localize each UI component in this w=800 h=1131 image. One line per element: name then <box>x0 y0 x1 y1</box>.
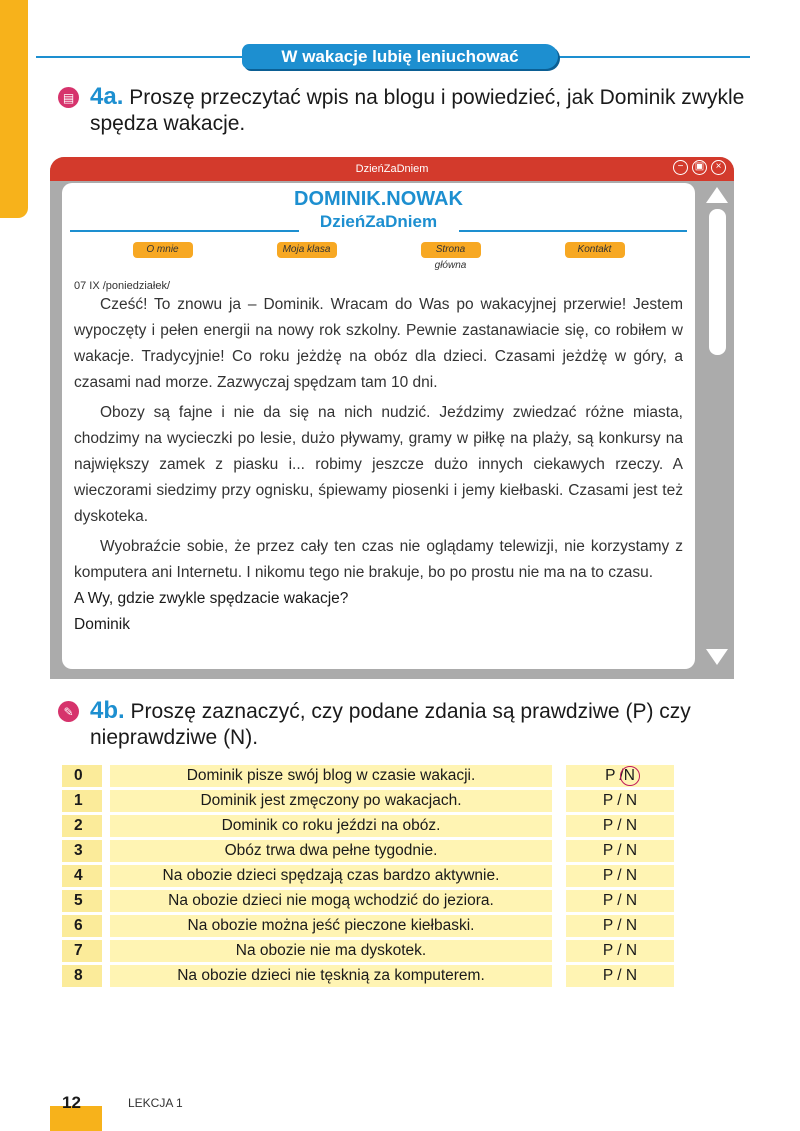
table-row <box>62 790 674 812</box>
statement-text: Dominik co roku jeździ na obóz. <box>110 815 552 837</box>
table-row <box>62 840 674 862</box>
lesson-label: LEKCJA 1 <box>128 1096 183 1110</box>
table-row <box>62 765 674 787</box>
blog-post <box>62 292 695 638</box>
statement-text: Na obozie można jeść pieczone kiełbaski. <box>110 915 552 937</box>
statement-text: Na obozie dzieci spędzają czas bardzo aktywnie. <box>110 865 552 887</box>
nav-about-button[interactable]: O mnie <box>133 242 193 258</box>
task-number: 4b. <box>90 697 125 724</box>
book-icon: ▤ <box>58 87 79 108</box>
nav-home-button[interactable]: Strona główna <box>421 242 481 258</box>
task-instruction: Proszę przeczytać wpis na blogu i powiedzieć, jak Dominik zwykle spędza wakacje. <box>90 86 745 135</box>
window-title: DzieńZaDniem <box>355 163 429 175</box>
row-number: 0 <box>62 765 102 787</box>
row-number: 8 <box>62 965 102 987</box>
table-row <box>62 965 674 987</box>
window-titlebar <box>50 157 734 181</box>
scrollbar[interactable] <box>706 183 728 669</box>
answer-choice[interactable]: P / N <box>566 790 674 812</box>
side-tab <box>0 0 28 218</box>
statement-text: Obóz trwa dwa pełne tygodnie. <box>110 840 552 862</box>
post-date: 07 IX /poniedziałek/ <box>74 280 171 292</box>
pencil-icon: ✎ <box>58 701 79 722</box>
nav-class-button[interactable]: Moja klasa <box>277 242 337 258</box>
row-number: 2 <box>62 815 102 837</box>
scroll-up-icon[interactable] <box>706 187 728 203</box>
row-number: 6 <box>62 915 102 937</box>
maximize-icon[interactable]: ▣ <box>692 160 707 175</box>
blog-nav <box>62 242 695 271</box>
task-instruction: Proszę zaznaczyć, czy podane zdania są prawdziwe (P) czy nieprawdziwe (N). <box>90 700 691 749</box>
section-title: W wakacje lubię leniuchować <box>242 44 558 69</box>
answer-choice[interactable]: P / N <box>566 940 674 962</box>
post-signature: Dominik <box>74 616 130 633</box>
statement-text: Dominik pisze swój blog w czasie wakacji. <box>110 765 552 787</box>
blog-title: DOMINIK.NOWAK <box>294 188 463 210</box>
row-number: 4 <box>62 865 102 887</box>
selected-answer-circle <box>620 766 640 786</box>
statement-text: Na obozie nie ma dyskotek. <box>110 940 552 962</box>
statement-text: Na obozie dzieci nie mogą wchodzić do jeziora. <box>110 890 552 912</box>
answer-choice[interactable] <box>566 765 674 787</box>
blog-subtitle-row <box>62 212 695 236</box>
task-number: 4a. <box>90 83 124 110</box>
answer-text: P /N <box>605 767 635 784</box>
minimize-icon[interactable]: − <box>673 160 688 175</box>
answer-choice[interactable]: P / N <box>566 915 674 937</box>
table-row <box>62 815 674 837</box>
answer-choice[interactable]: P / N <box>566 840 674 862</box>
post-paragraph: Obozy są fajne i nie da się na nich nudzić. Jeździmy zwiedzać różne miasta, chodzimy na wycieczki po lesie, dużo pływamy, gramy w piłkę na plaży, są konkursy na największy zamek z piasku i... robimy jeszcze dużo innych ciekawych rzeczy. A wieczorami siedzimy przy ognisku, śpiewamy piosenki i jemy kiełbaski. Czasami jest też dyskoteka. <box>74 404 683 525</box>
answer-choice[interactable]: P / N <box>566 965 674 987</box>
row-number: 7 <box>62 940 102 962</box>
close-icon[interactable]: × <box>711 160 726 175</box>
row-number: 5 <box>62 890 102 912</box>
statement-text: Na obozie dzieci nie tęsknią za komputerem. <box>110 965 552 987</box>
table-row <box>62 890 674 912</box>
answer-choice[interactable]: P / N <box>566 865 674 887</box>
row-number: 1 <box>62 790 102 812</box>
true-false-table <box>62 765 674 990</box>
table-row <box>62 940 674 962</box>
blog-subtitle: DzieńZaDniem <box>299 212 459 232</box>
answer-choice[interactable]: P / N <box>566 890 674 912</box>
scroll-thumb[interactable] <box>709 209 726 355</box>
window-controls <box>673 160 726 175</box>
task-4a <box>62 84 762 137</box>
nav-contact-button[interactable]: Kontakt <box>565 242 625 258</box>
post-question: A Wy, gdzie zwykle spędzacie wakacje? <box>74 590 349 607</box>
page-number: 12 <box>62 1093 81 1112</box>
scroll-down-icon[interactable] <box>706 649 728 665</box>
row-number: 3 <box>62 840 102 862</box>
answer-choice[interactable]: P / N <box>566 815 674 837</box>
statement-text: Dominik jest zmęczony po wakacjach. <box>110 790 552 812</box>
table-row <box>62 865 674 887</box>
blog-content <box>62 183 695 669</box>
task-4b <box>62 698 762 751</box>
table-row <box>62 915 674 937</box>
browser-window <box>50 157 734 679</box>
post-paragraph: Cześć! To znowu ja – Dominik. Wracam do Was po wakacyjnej przerwie! Jestem wypoczęty i pełen energii na nowy rok szkolny. Pewnie zastanawiacie się, co robiłem w wakacje. Tradycyjnie! Co roku jeżdżę na obóz dla dzieci. Czasami jeżdżę w góry, a czasami nad morze. Zazwyczaj spędzam tam 10 dni. <box>74 296 683 391</box>
post-paragraph: Wyobraźcie sobie, że przez cały ten czas nie oglądamy telewizji, nie korzystamy z komputera ani Internetu. I nikomu tego nie brakuje, bo po prostu nie ma na to czasu. <box>74 538 683 581</box>
